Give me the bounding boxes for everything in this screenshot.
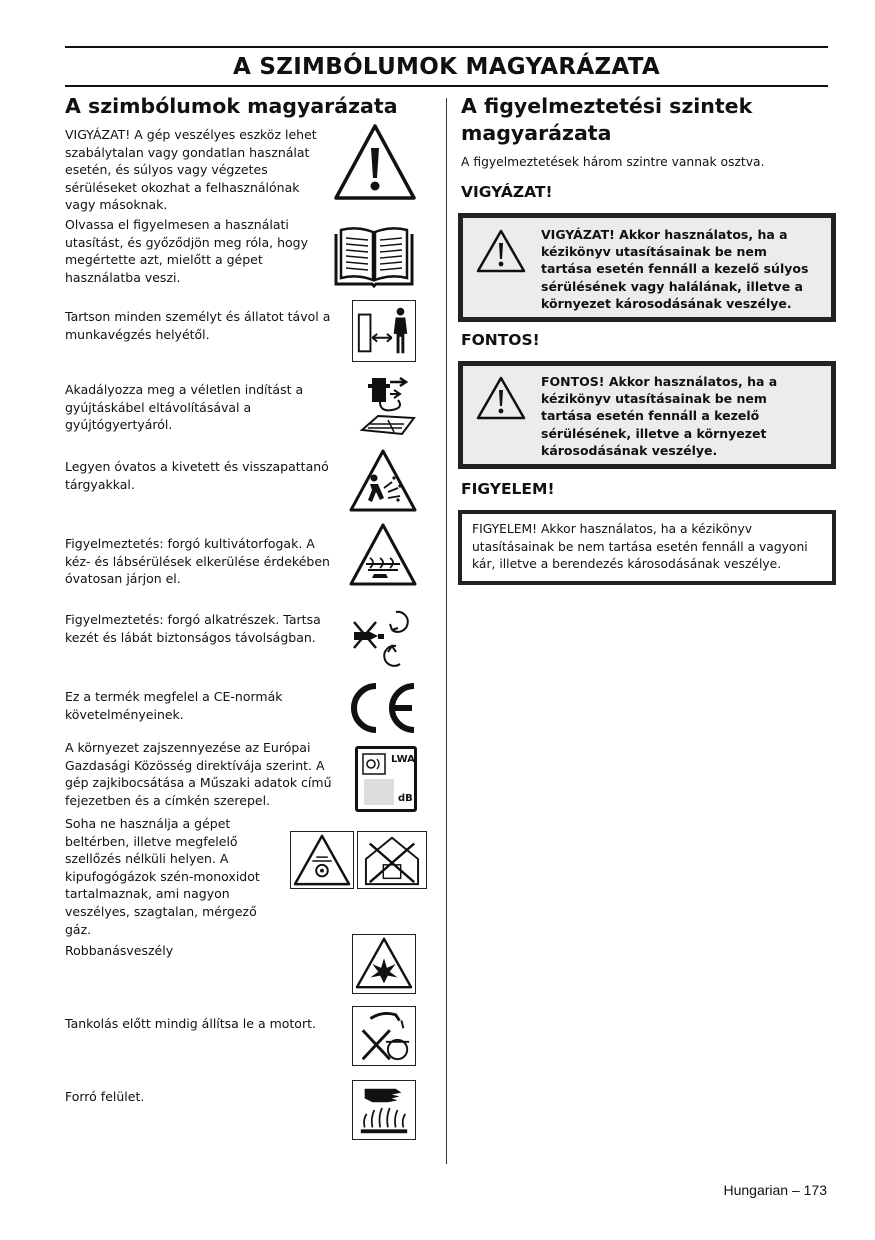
rotating-tines-icon: [348, 522, 418, 588]
warning-triangle-icon: [475, 375, 527, 421]
noise-value-field: [364, 779, 394, 805]
symbol-text-hot-surface: Forró felület.: [65, 1089, 145, 1104]
warning-triangle-icon: [333, 122, 417, 202]
symbol-text-thrown-objects: Legyen óvatos a kivetett és visszapattanó tárgyakkal.: [65, 459, 329, 492]
page-title: A SZIMBÓLUMOK MAGYARÁZATA: [232, 54, 661, 80]
lwa-label: LWA: [391, 754, 415, 765]
column-divider: [446, 98, 447, 1164]
explosion-icon: [352, 934, 416, 994]
rotating-parts-icon: [348, 606, 418, 670]
left-heading: A szimbólumok magyarázata: [65, 94, 398, 118]
warning-box-vigyazat: [458, 213, 836, 322]
symbol-text-manual: Olvassa el figyelmesen a használati utasítást, és győződjön meg róla, hogy megértette azt, mielőtt a gépet használatba veszi.: [65, 217, 308, 285]
thrown-objects-icon: [348, 448, 418, 514]
spark-plug-cable-icon: [358, 372, 418, 440]
hot-surface-icon: [352, 1080, 416, 1140]
right-heading: A figyelmeztetési szintek magyarázata: [461, 94, 753, 145]
notice-text-figyelem: FIGYELEM! Akkor használatos, ha a kézikönyv utasításainak be nem tartása esetén fennáll a vagyoni kár, illetve a berendezés károsodásának veszélye.: [472, 522, 808, 572]
level-title-fontos: FONTOS!: [461, 331, 540, 349]
warning-box-fontos: [458, 361, 836, 469]
open-book-icon: [332, 224, 416, 288]
symbol-text-ce: Ez a termék megfelel a CE-normák követelményeinek.: [65, 689, 283, 722]
notice-box-figyelem: [458, 510, 836, 585]
refuel-stop-engine-icon: [352, 1006, 416, 1066]
symbol-text-refuel: Tankolás előtt mindig állítsa le a motort.: [65, 1016, 316, 1031]
level-title-figyelem: FIGYELEM!: [461, 480, 555, 498]
symbol-text-rotating-parts: Figyelmeztetés: forgó alkatrészek. Tartsa kezét és lábát biztonságos távolságban.: [65, 612, 321, 645]
top-rule: [65, 46, 828, 48]
page-footer: Hungarian – 173: [723, 1182, 827, 1198]
exhaust-gas-icon: [290, 831, 354, 889]
no-indoor-use-icon: [357, 831, 427, 889]
warning-text-vigyazat: VIGYÁZAT! Akkor használatos, ha a kézikönyv utasításainak be nem tartása esetén fennáll a kezelő súlyos sérülésének vagy halálának, illetve a környezet károsodásának veszélye.: [541, 227, 809, 311]
title-underline: [65, 85, 828, 87]
warning-triangle-icon: [475, 228, 527, 274]
symbol-text-warning: VIGYÁZAT! A gép veszélyes eszköz lehet szabálytalan vagy gondatlan használat esetén, és súlyos vagy végzetes sérüléseket okozhat a felhasználónak vagy másoknak.: [65, 127, 317, 213]
warning-text-fontos: FONTOS! Akkor használatos, ha a kézikönyv utasításainak be nem tartása esetén fennáll a kezelő sérülésének, illetve a környezet károsodásának veszélye.: [541, 374, 778, 458]
symbol-text-distance: Tartson minden személyt és állatot távol a munkavégzés helyétől.: [65, 309, 331, 342]
noise-label-icon: [355, 746, 417, 812]
level-title-vigyazat: VIGYÁZAT!: [461, 183, 553, 201]
db-label: dB: [398, 793, 413, 804]
keep-distance-icon: [352, 300, 416, 362]
symbol-text-exhaust: Soha ne használja a gépet beltérben, illetve megfelelő szellőzés nélküli helyen. A kipufogógázok szén-monoxidot tartalmaznak, ami nagyon veszélyes, szagtalan, mérgező gáz.: [65, 816, 260, 937]
symbol-text-spark-plug: Akadályozza meg a véletlen indítást a gyújtáskábel eltávolításával a gyújtógyertyáról.: [65, 382, 304, 433]
sound-source-icon: [362, 753, 386, 775]
symbol-text-noise: A környezet zajszennyezése az Európai Gazdasági Közösség direktívája szerint. A gép zajkibocsátása a Műszaki adatok című fejezetben és a címkén szerepel.: [65, 740, 332, 808]
ce-mark-icon: [344, 680, 418, 736]
levels-intro: A figyelmeztetések három szintre vannak osztva.: [461, 155, 765, 169]
symbol-text-tines: Figyelmeztetés: forgó kultivátorfogak. A kéz- és lábsérülések elkerülése érdekében óvatosan járjon el.: [65, 536, 330, 587]
symbol-text-explosion: Robbanásveszély: [65, 943, 174, 958]
